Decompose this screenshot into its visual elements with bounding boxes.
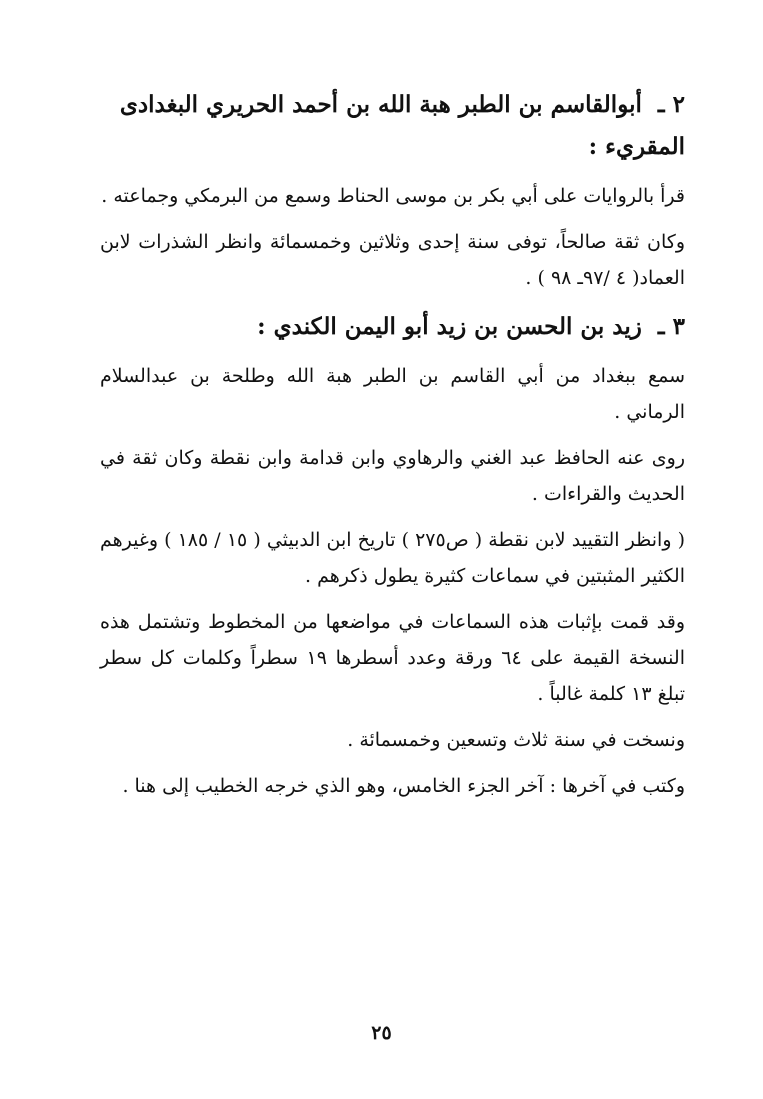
paragraph-block (100, 522, 685, 594)
paragraph: قرأ بالروايات على أبي بكر بن موسى الحناط وسمع من البرمكي وجماعته . (101, 185, 685, 207)
paragraph: روى عنه الحافظ عبد الغني والرهاوي وابن قدامة وابن نقطة وكان ثقة في الحديث والقراءات . (100, 447, 685, 505)
page-number: ٢٥ (371, 1022, 392, 1044)
entry-number: ٢ ـ (657, 91, 685, 118)
paragraph-block (100, 178, 685, 214)
paragraph-block (100, 722, 685, 758)
paragraph-block (100, 768, 685, 804)
entry-heading (100, 84, 685, 126)
paragraph: ونسخت في سنة ثلاث وتسعين وخمسمائة . (347, 729, 685, 751)
entry-2 (100, 84, 685, 168)
entry-heading (100, 306, 685, 348)
paragraph: وقد قمت بإثبات هذه السماعات في مواضعها من المخطوط وتشتمل هذه النسخة القيمة على ٦٤ ورقة وعدد أسطرها ١٩ سطراً وكلمات كل سطر تبلغ ١٣ كلمة غالباً . (100, 611, 685, 705)
paragraph: وكان ثقة صالحاً، توفى سنة إحدى وثلاثين وخمسمائة وانظر الشذرات لابن العماد( ٤ /٩٧ـ ٩٨ ) . (100, 231, 685, 289)
paragraph: ( وانظر التقييد لابن نقطة ( ص٢٧٥ ) تاريخ ابن الدبيثي ( ١٥ / ١٨٥ ) وغيرهم الكثير المثبتين في سماعات كثيرة يطول ذكرهم . (100, 529, 685, 587)
paragraph: سمع ببغداد من أبي القاسم بن الطبر هبة الله وطلحة بن عبدالسلام الرماني . (100, 365, 685, 423)
entry-title: زيد بن الحسن بن زيد أبو اليمن الكندي : (257, 313, 642, 340)
page-body (100, 84, 685, 814)
entry-title-continued: المقريء : (588, 133, 685, 160)
entry-title: أبوالقاسم بن الطبر هبة الله بن أحمد الحريري البغدادى (119, 91, 642, 118)
entry-3 (100, 306, 685, 348)
entry-number: ٣ ـ (657, 313, 685, 340)
paragraph-block (100, 358, 685, 430)
paragraph: وكتب في آخرها : آخر الجزء الخامس، وهو الذي خرجه الخطيب إلى هنا . (122, 775, 685, 797)
paragraph-block (100, 604, 685, 712)
paragraph-block (100, 440, 685, 512)
paragraph-block (100, 224, 685, 296)
